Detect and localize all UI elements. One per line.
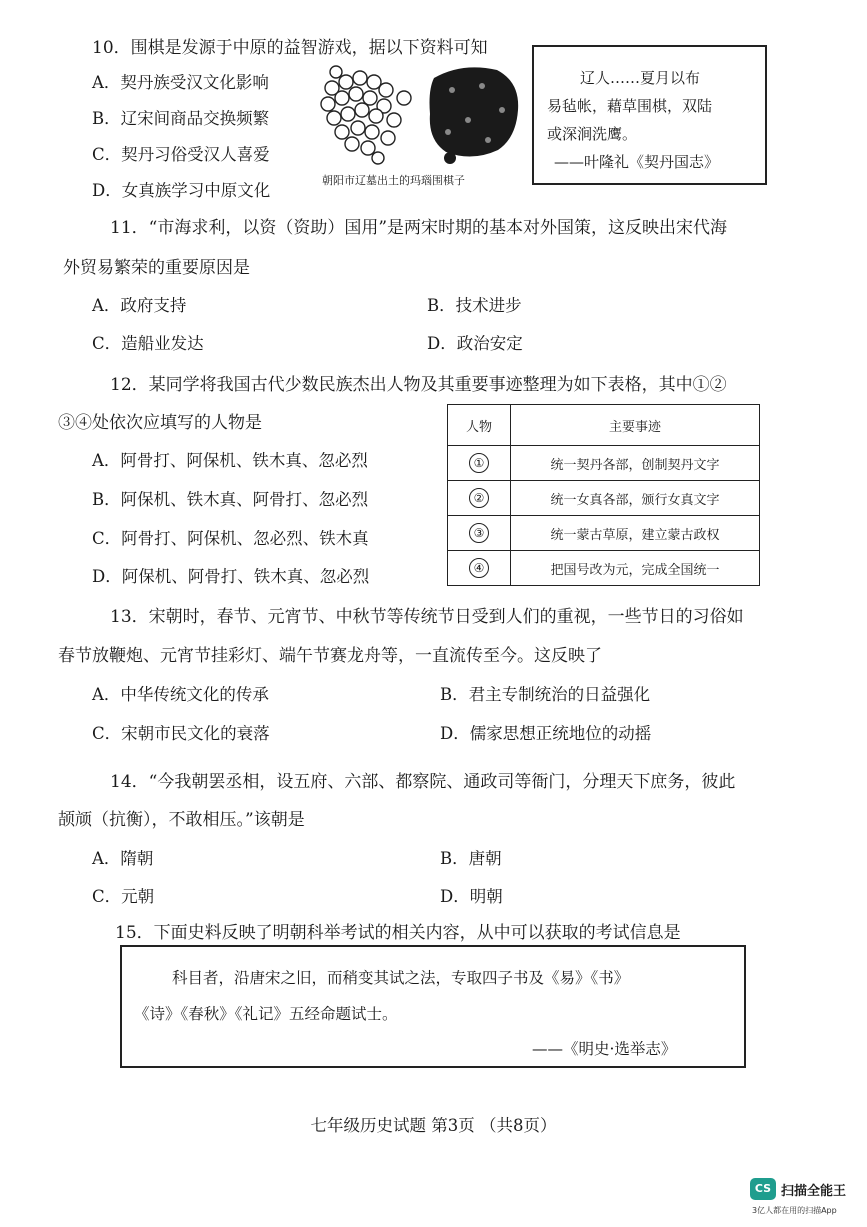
table-cell-person: ④ xyxy=(469,558,489,578)
q12-option-c: C．阿骨打、阿保机、忽必烈、铁木真 xyxy=(92,529,369,548)
camscanner-logo-icon: CS xyxy=(750,1178,776,1200)
q15-source-line-2: 《诗》《春秋》《礼记》五经命题试士。 xyxy=(134,1005,398,1023)
q11-option-d: D．政治安定 xyxy=(427,334,523,353)
table-row xyxy=(448,551,760,586)
q12-option-d: D．阿保机、阿骨打、铁木真、忽必烈 xyxy=(92,567,370,586)
q10-quote-line-1: 辽人……夏月以布 xyxy=(580,69,701,87)
table-cell-deeds: 统一契丹各部，创制契丹文字 xyxy=(511,446,760,481)
q15-source-box xyxy=(120,945,746,1068)
q10-option-b: B．辽宋间商品交换频繁 xyxy=(92,109,270,128)
table-cell-deeds: 把国号改为元，完成全国统一 xyxy=(511,551,760,586)
q13-option-d: D．儒家思想正统地位的动摇 xyxy=(440,724,652,743)
q13-stem-line-1: 13．宋朝时，春节、元宵节、中秋节等传统节日受到人们的重视，一些节日的习俗如 xyxy=(110,607,744,627)
watermark-title: 扫描全能王 xyxy=(781,1184,847,1199)
q11-stem-line-2: 外贸易繁荣的重要原因是 xyxy=(63,258,250,278)
q12-option-b: B．阿保机、铁木真、阿骨打、忽必烈 xyxy=(92,490,369,509)
q14-option-c: C．元朝 xyxy=(92,887,155,906)
q13-option-a: A．中华传统文化的传承 xyxy=(92,685,269,704)
q11-option-a: A．政府支持 xyxy=(92,296,187,315)
q10-stem: 10．围棋是发源于中原的益智游戏，据以下资料可知 xyxy=(92,38,488,58)
q14-stem-line-2: 颉颃（抗衡），不敢相压。”该朝是 xyxy=(58,810,305,830)
q14-stem-line-1: 14．“今我朝罢丞相，设五府、六部、都察院、通政司等衙门，分理天下庶务，彼此 xyxy=(110,772,736,792)
q10-quote-box xyxy=(532,45,767,185)
q10-quote-line-3: 或深涧洗鹰。 xyxy=(547,125,638,143)
q14-option-a: A．隋朝 xyxy=(92,849,154,868)
q10-option-d: D．女真族学习中原文化 xyxy=(92,181,271,200)
q13-option-c: C．宋朝市民文化的衰落 xyxy=(92,724,270,743)
table-header-person: 人物 xyxy=(448,405,511,446)
q15-stem: 15．下面史料反映了明朝科举考试的相关内容，从中可以获取的考试信息是 xyxy=(115,923,681,943)
watermark-subtitle: 3亿人都在用的扫描App xyxy=(752,1206,837,1215)
q10-quote-source: ——叶隆礼《契丹国志》 xyxy=(554,153,720,171)
table-cell-deeds: 统一女真各部，颁行女真文字 xyxy=(511,481,760,516)
q10-option-a: A．契丹族受汉文化影响 xyxy=(92,73,269,92)
table-row xyxy=(448,446,760,481)
table-cell-person: ② xyxy=(469,488,489,508)
q14-option-b: B．唐朝 xyxy=(440,849,502,868)
q12-stem-line-2: ③④处依次应填写的人物是 xyxy=(58,413,262,433)
table-header-row xyxy=(448,405,760,446)
q10-option-c: C．契丹习俗受汉人喜爱 xyxy=(92,145,270,164)
q11-stem-line-1: 11．“市海求利，以资（资助）国用”是两宋时期的基本对外国策，这反映出宋代海 xyxy=(110,218,728,238)
q10-photo-caption: 朝阳市辽墓出土的玛瑙围棋子 xyxy=(322,174,465,187)
q12-option-a: A．阿骨打、阿保机、铁木真、忽必烈 xyxy=(92,451,368,470)
table-row xyxy=(448,481,760,516)
page-footer: 七年级历史试题 第3页 （共8页） xyxy=(310,1116,557,1135)
q13-stem-line-2: 春节放鞭炮、元宵节挂彩灯、端午节赛龙舟等，一直流传至今。这反映了 xyxy=(58,646,602,666)
q12-stem-line-1: 12．某同学将我国古代少数民族杰出人物及其重要事迹整理为如下表格，其中①② xyxy=(110,375,727,395)
q10-quote-line-2: 易毡帐，藉草围棋，双陆 xyxy=(547,97,713,115)
q15-source-attribution: ——《明史·选举志》 xyxy=(532,1040,677,1058)
table-cell-deeds: 统一蒙古草原，建立蒙古政权 xyxy=(511,516,760,551)
q15-source-line-1: 科目者，沿唐宋之旧，而稍变其试之法，专取四子书及《易》《书》 xyxy=(172,969,630,987)
table-header-deeds: 主要事迹 xyxy=(511,405,760,446)
table-cell-person: ③ xyxy=(469,523,489,543)
q14-option-d: D．明朝 xyxy=(440,887,503,906)
go-stones-photo xyxy=(312,58,527,166)
q12-people-table xyxy=(447,404,760,586)
q11-option-b: B．技术进步 xyxy=(427,296,522,315)
table-cell-person: ① xyxy=(469,453,489,473)
table-row xyxy=(448,516,760,551)
q13-option-b: B．君主专制统治的日益强化 xyxy=(440,685,651,704)
q11-option-c: C．造船业发达 xyxy=(92,334,204,353)
